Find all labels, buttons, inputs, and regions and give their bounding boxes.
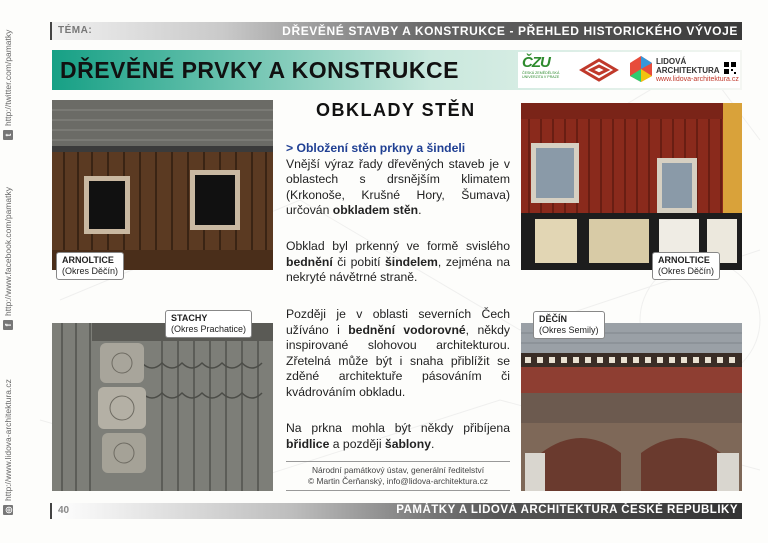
twitter-link[interactable]: t http://twitter.com/pamatky xyxy=(3,30,13,140)
caption-arnoltice-1: ARNOLTICE (Okres Děčín) xyxy=(56,252,124,280)
lidova-architektura-url[interactable]: www.lidova-architektura.cz xyxy=(656,76,739,83)
lidova-architektura-logo xyxy=(628,54,654,84)
caption-stachy: STACHY (Okres Prachatice) xyxy=(165,310,252,338)
photo-arnoltice-2 xyxy=(521,103,742,270)
photo-arnoltice-1 xyxy=(52,100,273,270)
theme-label: TÉMA: xyxy=(58,25,93,36)
footer-text: PAMÁTKY A LIDOVÁ ARCHITEKTURA ČESKÉ REPUBLIKY xyxy=(396,504,738,516)
caption-arnoltice-2: ARNOLTICE (Okres Děčín) xyxy=(652,252,720,280)
paragraph-3: Později je v oblasti severních Čech užíváno i bednění vodorovné, někdy inspirované slohovou architekturou. Zřetelná může být i snaha přiblížit se zděné architektuře pásováním či kvádrováním obkladu. xyxy=(286,307,510,399)
section-title: OBKLADY STĚN xyxy=(316,100,476,120)
lidova-architektura-name: LIDOVÁ ARCHITEKTURA xyxy=(656,57,720,75)
npu-logo xyxy=(578,58,620,82)
page-number: 40 xyxy=(58,505,70,516)
caption-decin: DĚČÍN (Okres Semily) xyxy=(533,311,605,339)
facebook-icon: f xyxy=(3,320,13,330)
photo-decin xyxy=(521,323,742,491)
paragraph-2: Obklad byl prkenný ve formě svislého bednění či pobití šindelem, zejména na nekryté návětrné straně. xyxy=(286,239,510,285)
globe-icon: ◎ xyxy=(3,506,13,514)
paragraph-1: > Obložení stěn prkny a šindeli Vnější výraz řady dřevěných staveb je v oblastech s drsnějším klimatem (Krkonoše, Krušné Hory, Šumava) určován obkladem stěn. xyxy=(286,141,510,218)
paragraph-heading: > Obložení stěn prkny a šindeli xyxy=(286,141,466,155)
facebook-link[interactable]: f http://www.facebook.com/pamatky xyxy=(3,187,13,330)
twitter-icon: t xyxy=(3,130,13,140)
logo-strip xyxy=(518,52,740,88)
social-sidebar xyxy=(0,0,22,543)
photo-stachy xyxy=(52,323,273,491)
paragraph-4: Na prkna mohla být někdy přibíjena břidlice a později šablony. xyxy=(286,421,510,451)
title-bar xyxy=(52,50,742,90)
qr-code-icon xyxy=(724,62,736,74)
theme-bar xyxy=(52,22,742,40)
footer-bar xyxy=(52,503,742,519)
web-link[interactable]: ◎ http://www.lidova-architektura.cz xyxy=(3,379,13,514)
photo-credit: Národní památkový ústav, generální ředitelství © Martin Čerňanský, info@lidova-architektura.cz xyxy=(286,461,510,491)
theme-text: DŘEVĚNÉ STAVBY A KONSTRUKCE - PŘEHLED HISTORICKÉHO VÝVOJE xyxy=(282,24,738,38)
czu-logo: ČZU ČESKÁ ZEMĚDĚLSKÁ UNIVERZITA V PRAZE xyxy=(522,54,560,79)
page-title: DŘEVĚNÉ PRVKY A KONSTRUKCE xyxy=(60,57,459,83)
